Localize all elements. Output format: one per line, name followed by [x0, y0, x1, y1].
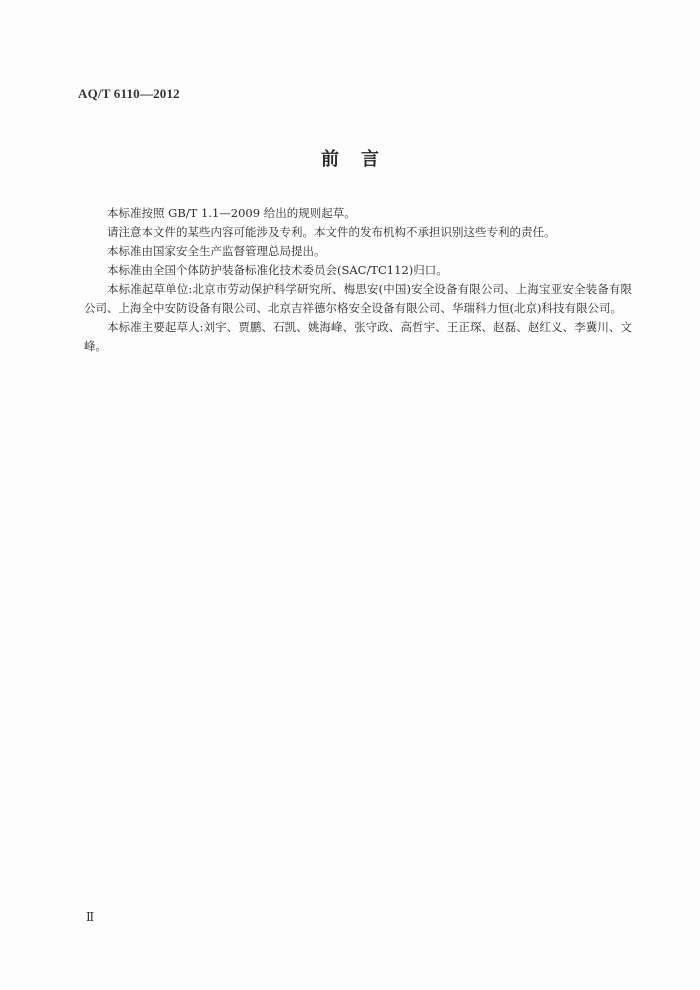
page-title: 前言 — [321, 149, 401, 170]
page-number: Ⅱ — [86, 910, 95, 924]
paragraph-proposer: 本标准由国家安全生产监督管理总局提出。 — [107, 244, 326, 258]
paragraph-patent-notice: 请注意本文件的某些内容可能涉及专利。本文件的发布机构不承担识别这些专利的责任。 — [107, 225, 556, 239]
paragraph-drafting-rules: 本标准按照 GB/T 1.1—2009 给出的规则起草。 — [107, 206, 356, 220]
standard-code: AQ/T 6110—2012 — [78, 86, 180, 101]
paragraph-committee: 本标准由全国个体防护装备标准化技术委员会(SAC/TC112)归口。 — [107, 263, 448, 277]
paragraph-drafters: 本标准主要起草人:刘宇、贾鹏、石凯、姚海峰、张守政、高哲宇、王正琛、赵磊、赵红义、李冀川、文峰。 — [84, 320, 632, 353]
foreword-body — [84, 204, 632, 356]
paragraph-drafting-units: 本标准起草单位:北京市劳动保护科学研究所、梅思安(中国)安全设备有限公司、上海宝亚安全装备有限公司、上海全中安防设备有限公司、北京吉祥德尔格安全设备有限公司、华瑞科力恒(北京)科技有限公司。 — [84, 282, 632, 315]
